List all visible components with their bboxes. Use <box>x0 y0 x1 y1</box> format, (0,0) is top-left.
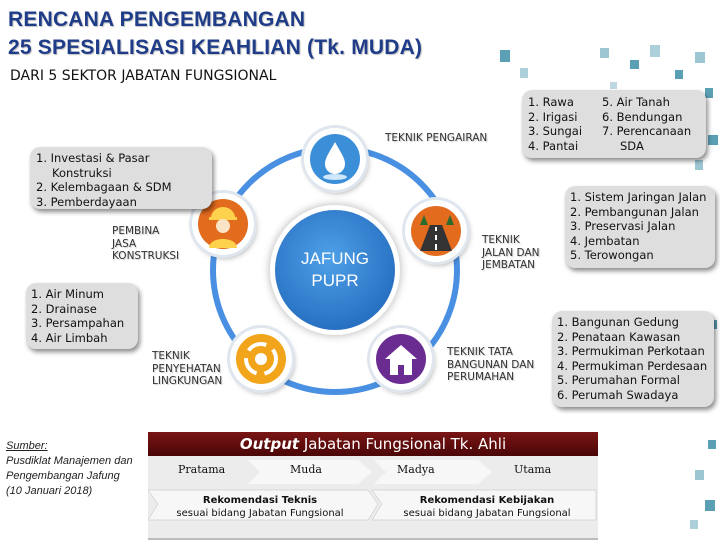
rekomendasi-kebijakan-sub: sesuai bidang Jabatan Fungsional <box>403 508 571 519</box>
node-perumahan <box>370 328 432 390</box>
konstruksi-list: 1. Investasi & Pasar Konstruksi 2. Kelembagaan & SDM 3. Pemberdayaan <box>36 151 172 209</box>
pengairan-list-1: 1. Rawa 2. Irigasi 3. Sungai 4. Pantai <box>528 95 583 153</box>
level-pratama: Pratama <box>178 463 226 476</box>
house-icon <box>375 333 427 385</box>
perumahan-list: 1. Bangunan Gedung 2. Penataan Kawasan 3. Permukiman Perkotaan 4. Permukiman Perdesaan 5. Perumahan Formal 6. Perumah Swadaya <box>557 315 708 402</box>
rekomendasi-teknis <box>150 494 370 520</box>
callout-perumahan <box>552 311 714 407</box>
callout-jalan <box>565 186 715 268</box>
rekomendasi-kebijakan-title: Rekomendasi Kebijakan <box>419 495 555 506</box>
output-title-italic: Output <box>239 435 300 453</box>
level-madya: Madya <box>397 463 435 476</box>
rekomendasi-teknis-title: Rekomendasi Teknis <box>202 495 318 506</box>
page-title-line2: 25 SPESIALISASI KEAHLIAN (Tk. MUDA) <box>8 36 423 59</box>
penyehatan-list: 1. Air Minum 2. Drainase 3. Persampahan 4. Air Limbah <box>31 287 125 345</box>
label-penyehatan: TEKNIK PENYEHATAN LINGKUNGAN <box>152 350 223 387</box>
rekomendasi-teknis-sub: sesuai bidang Jabatan Fungsional <box>176 508 344 519</box>
label-pengairan: TEKNIK PENGAIRAN <box>385 132 488 144</box>
jalan-list: 1. Sistem Jaringan Jalan 2. Pembangunan Jalan 3. Preservasi Jalan 4. Jembatan 5. Terowongan <box>570 190 707 262</box>
label-jalan: TEKNIK JALAN DAN JEMBATAN <box>482 234 540 271</box>
recycle-icon <box>235 333 287 385</box>
node-pengairan <box>304 128 366 190</box>
pengairan-list-2: 5. Air Tanah 6. Bendungan 7. Perencanaan SDA <box>602 95 692 153</box>
water-drop-icon <box>309 133 361 185</box>
center-jafung-pupr <box>275 210 395 330</box>
source-note: Sumber: Pusdiklat Manajemen dan Pengembangan Jafung (10 Januari 2018) <box>6 440 133 497</box>
page-title-line1: RENCANA PENGEMBANGAN <box>8 8 306 31</box>
level-muda: Muda <box>290 463 322 476</box>
output-title-bar <box>148 432 598 456</box>
rekomendasi-kebijakan <box>376 494 598 520</box>
callout-penyehatan <box>26 283 138 349</box>
page-subtitle: DARI 5 SEKTOR JABATAN FUNGSIONAL <box>10 68 277 84</box>
node-penyehatan <box>230 328 292 390</box>
callout-pengairan <box>522 90 706 158</box>
label-perumahan: TEKNIK TATA BANGUNAN DAN PERUMAHAN <box>447 346 535 383</box>
center-line2: PUPR <box>311 271 359 290</box>
node-jalan <box>405 200 467 262</box>
label-konstruksi: PEMBINA JASA KONSTRUKSI <box>112 225 180 262</box>
level-utama: Utama <box>514 463 552 476</box>
callout-konstruksi <box>30 147 212 209</box>
center-line1: JAFUNG <box>301 249 369 268</box>
road-icon <box>410 205 462 257</box>
output-title-rest: Jabatan Fungsional Tk. Ahli <box>299 435 507 453</box>
